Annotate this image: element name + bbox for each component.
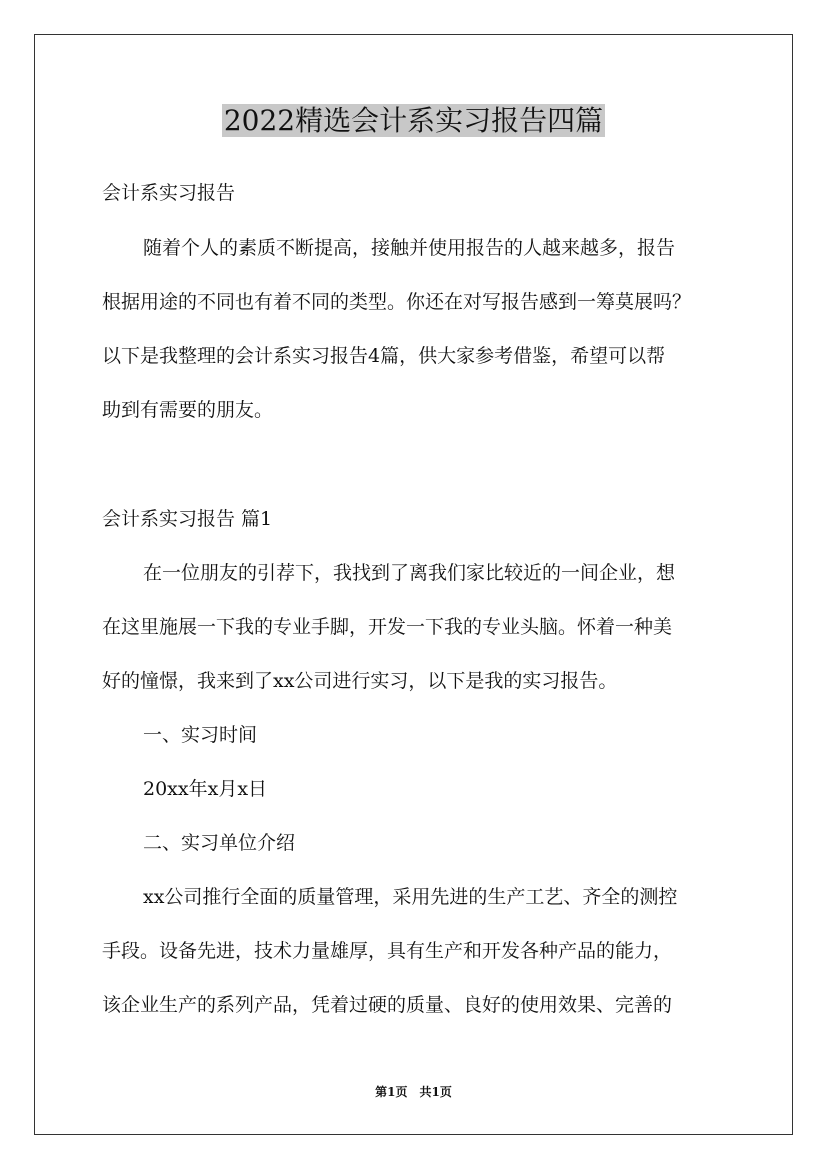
document-title bbox=[0, 101, 827, 141]
paragraph-line: 在一位朋友的引荐下，我找到了离我们家比较近的一间企业，想 bbox=[143, 562, 676, 584]
intro-line: 随着个人的素质不断提高，接触并使用报告的人越来越多，报告 bbox=[143, 237, 676, 259]
intro-line: 根据用途的不同也有着不同的类型。你还在对写报告感到一筹莫展吗？ bbox=[102, 291, 692, 313]
intro-line: 以下是我整理的会计系实习报告4篇，供大家参考借鉴，希望可以帮 bbox=[102, 345, 666, 367]
section-heading: 会计系实习报告 篇1 bbox=[102, 508, 273, 530]
page-number: 第1页 共1页 bbox=[375, 1085, 452, 1099]
intro-line: 助到有需要的朋友。 bbox=[102, 399, 274, 421]
paragraph-line: xx公司推行全面的质量管理，采用先进的生产工艺、齐全的测控 bbox=[143, 886, 678, 908]
paragraph-line: 手段。设备先进，技术力量雄厚，具有生产和开发各种产品的能力， bbox=[102, 940, 673, 962]
paragraph-line: 好的憧憬，我来到了xx公司进行实习，以下是我的实习报告。 bbox=[102, 670, 618, 692]
paragraph-line: 该企业生产的系列产品，凭着过硬的质量、良好的使用效果、完善的 bbox=[102, 994, 673, 1016]
document-title-text: 2022精选会计系实习报告四篇 bbox=[223, 104, 604, 137]
sub-heading-company: 二、实习单位介绍 bbox=[143, 832, 296, 854]
date-line: 20xx年x月x日 bbox=[143, 778, 268, 800]
sub-heading-time: 一、实习时间 bbox=[143, 724, 258, 746]
intro-heading: 会计系实习报告 bbox=[102, 182, 236, 204]
paragraph-line: 在这里施展一下我的专业手脚，开发一下我的专业头脑。怀着一种美 bbox=[102, 616, 673, 638]
